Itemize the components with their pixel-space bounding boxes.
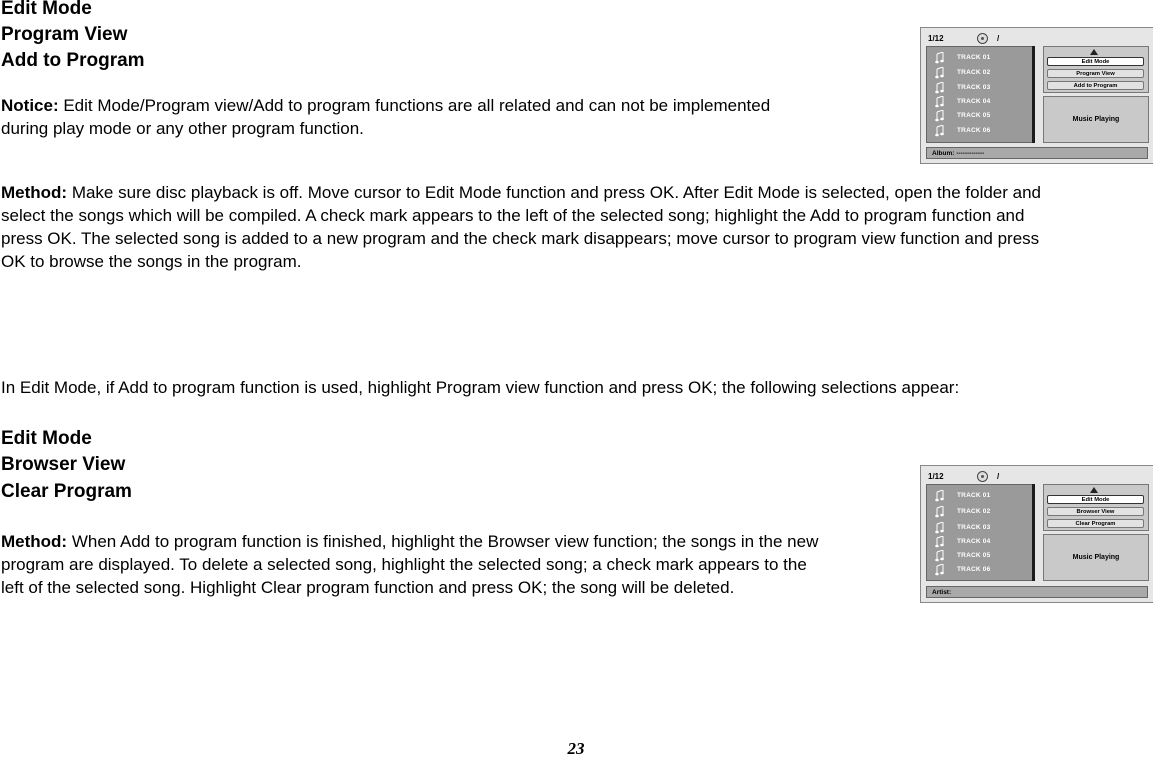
program-view-button[interactable]: Program View bbox=[1047, 69, 1144, 78]
heading-clear-program: Clear Program bbox=[1, 481, 132, 502]
method-line: left of the selected song. Highlight Clear program function and press OK; the song will be deleted. bbox=[1, 578, 735, 597]
method-line: select the songs which will be compiled. A check mark appears to the left of the selected song; highlight the Add to program function and bbox=[1, 206, 1025, 225]
track-label: TRACK 04 bbox=[957, 538, 991, 545]
track-item[interactable] bbox=[927, 110, 1027, 122]
track-label: TRACK 04 bbox=[957, 98, 991, 105]
music-note-icon bbox=[935, 110, 945, 122]
music-note-icon bbox=[935, 522, 945, 534]
function-menu bbox=[1043, 46, 1149, 93]
scrollbar[interactable] bbox=[1032, 46, 1035, 143]
method-label: Method: bbox=[1, 183, 68, 202]
artist-footer: Artist: bbox=[926, 586, 1148, 598]
track-label: TRACK 02 bbox=[957, 69, 991, 76]
track-item[interactable] bbox=[927, 52, 1027, 64]
track-label: TRACK 02 bbox=[957, 508, 991, 515]
heading-add-to-program: Add to Program bbox=[1, 50, 145, 71]
music-note-icon bbox=[935, 52, 945, 64]
method-line: Make sure disc playback is off. Move cursor to Edit Mode function and press OK. After Edit Mode is selected, open the folder and bbox=[67, 183, 1042, 202]
up-arrow-icon bbox=[1090, 49, 1098, 55]
method-label: Method: bbox=[1, 532, 68, 551]
track-item[interactable] bbox=[927, 506, 1027, 518]
track-item[interactable] bbox=[927, 125, 1027, 137]
track-label: TRACK 06 bbox=[957, 566, 991, 573]
track-item[interactable] bbox=[927, 536, 1027, 548]
add-to-program-button[interactable]: Add to Program bbox=[1047, 81, 1144, 90]
edit-mode-button[interactable]: Edit Mode bbox=[1047, 495, 1144, 504]
notice-line: Edit Mode/Program view/Add to program functions are all related and can not be implemented bbox=[58, 96, 771, 115]
track-item[interactable] bbox=[927, 67, 1027, 79]
track-counter: 1/12 bbox=[928, 34, 944, 43]
track-label: TRACK 01 bbox=[957, 54, 991, 61]
notice-paragraph bbox=[1, 94, 770, 140]
music-note-icon bbox=[935, 96, 945, 108]
heading-browser-view: Browser View bbox=[1, 454, 126, 475]
disc-icon bbox=[977, 471, 988, 482]
track-item[interactable] bbox=[927, 550, 1027, 562]
path-separator: / bbox=[997, 472, 1000, 481]
music-note-icon bbox=[935, 82, 945, 94]
method-line: OK to browse the songs in the program. bbox=[1, 252, 302, 271]
music-note-icon bbox=[935, 536, 945, 548]
track-label: TRACK 03 bbox=[957, 84, 991, 91]
browser-view-button[interactable]: Browser View bbox=[1047, 507, 1144, 516]
player-screen-1 bbox=[920, 27, 1153, 164]
music-note-icon bbox=[935, 67, 945, 79]
track-label: TRACK 05 bbox=[957, 112, 991, 119]
method-paragraph-2 bbox=[1, 530, 818, 599]
intro-paragraph: In Edit Mode, if Add to program function is used, highlight Program view function and press OK; the following selections appear: bbox=[1, 378, 960, 397]
up-arrow-icon bbox=[1090, 487, 1098, 493]
heading-edit-mode-2: Edit Mode bbox=[1, 428, 92, 449]
track-label: TRACK 01 bbox=[957, 492, 991, 499]
track-label: TRACK 05 bbox=[957, 552, 991, 559]
function-menu bbox=[1043, 484, 1149, 531]
status-panel: Music Playing bbox=[1043, 96, 1149, 143]
disc-icon bbox=[977, 33, 988, 44]
notice-line: during play mode or any other program function. bbox=[1, 119, 364, 138]
scrollbar[interactable] bbox=[1032, 484, 1035, 581]
clear-program-button[interactable]: Clear Program bbox=[1047, 519, 1144, 528]
path-separator: / bbox=[997, 34, 1000, 43]
music-note-icon bbox=[935, 564, 945, 576]
track-item[interactable] bbox=[927, 490, 1027, 502]
music-note-icon bbox=[935, 550, 945, 562]
heading-edit-mode: Edit Mode bbox=[1, 0, 92, 19]
track-item[interactable] bbox=[927, 564, 1027, 576]
method-paragraph-1 bbox=[1, 181, 1041, 273]
track-item[interactable] bbox=[927, 522, 1027, 534]
status-panel: Music Playing bbox=[1043, 534, 1149, 581]
track-list bbox=[926, 484, 1035, 581]
music-note-icon bbox=[935, 506, 945, 518]
track-item[interactable] bbox=[927, 96, 1027, 108]
track-counter: 1/12 bbox=[928, 472, 944, 481]
method-line: press OK. The selected song is added to a new program and the check mark disappears; move cursor to program view function and press bbox=[1, 229, 1040, 248]
track-item[interactable] bbox=[927, 82, 1027, 94]
page-number: 23 bbox=[567, 739, 585, 758]
method-line: program are displayed. To delete a selected song, highlight the selected song; a check mark appears to the bbox=[1, 555, 807, 574]
music-note-icon bbox=[935, 490, 945, 502]
heading-program-view: Program View bbox=[1, 24, 128, 45]
album-footer: Album: ------------- bbox=[926, 147, 1148, 159]
track-label: TRACK 03 bbox=[957, 524, 991, 531]
player-screen-2 bbox=[920, 465, 1153, 603]
notice-label: Notice: bbox=[1, 96, 59, 115]
edit-mode-button[interactable]: Edit Mode bbox=[1047, 57, 1144, 66]
track-list bbox=[926, 46, 1035, 143]
track-label: TRACK 06 bbox=[957, 127, 991, 134]
method-line: When Add to program function is finished, highlight the Browser view function; the songs in the new bbox=[67, 532, 819, 551]
music-note-icon bbox=[935, 125, 945, 137]
